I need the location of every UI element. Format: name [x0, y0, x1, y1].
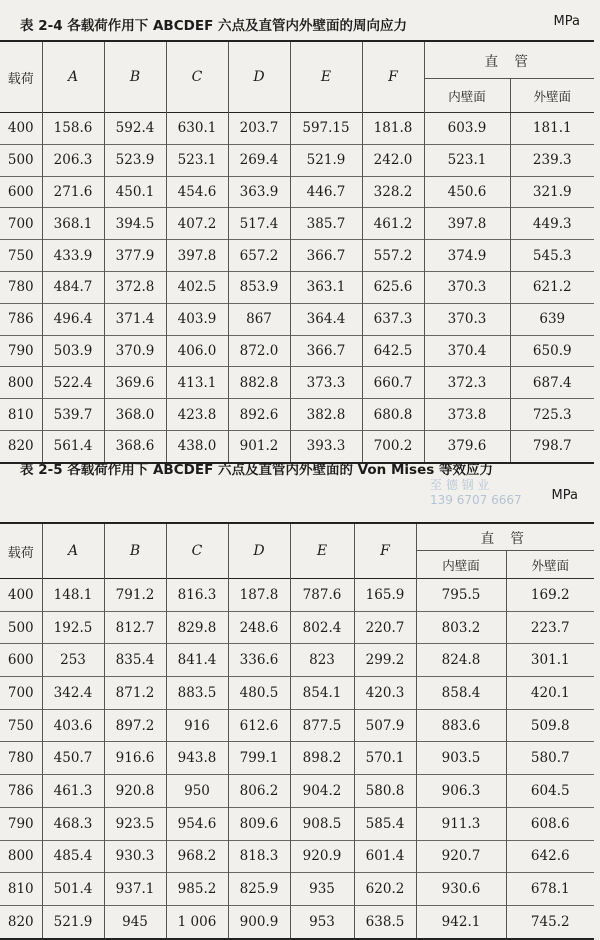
value-cell: 517.4 [228, 208, 290, 240]
header-point-b: B [104, 523, 166, 579]
value-cell: 545.3 [510, 240, 594, 272]
value-cell: 901.2 [228, 430, 290, 462]
value-cell: 165.9 [354, 579, 416, 612]
value-cell: 812.7 [104, 611, 166, 644]
header-inner-wall: 内壁面 [424, 79, 510, 113]
value-cell: 461.3 [42, 775, 104, 808]
table-row [0, 905, 594, 938]
table-2-4 [0, 40, 594, 464]
value-cell: 725.3 [510, 399, 594, 431]
header-point-c: C [166, 523, 228, 579]
load-cell: 400 [0, 113, 42, 145]
value-cell: 468.3 [42, 807, 104, 840]
value-cell: 920.8 [104, 775, 166, 808]
value-cell: 930.6 [416, 873, 506, 906]
table-row [0, 176, 594, 208]
value-cell: 402.5 [166, 271, 228, 303]
value-cell: 637.3 [362, 303, 424, 335]
load-cell: 700 [0, 208, 42, 240]
value-cell: 680.8 [362, 399, 424, 431]
value-cell: 608.6 [506, 807, 594, 840]
load-cell: 786 [0, 775, 42, 808]
value-cell: 446.7 [290, 176, 362, 208]
value-cell: 795.5 [416, 579, 506, 612]
value-cell: 370.9 [104, 335, 166, 367]
header-point-a: A [42, 523, 104, 579]
value-cell: 206.3 [42, 144, 104, 176]
value-cell: 181.8 [362, 113, 424, 145]
value-cell: 328.2 [362, 176, 424, 208]
value-cell: 943.8 [166, 742, 228, 775]
load-cell: 750 [0, 709, 42, 742]
value-cell: 370.3 [424, 271, 510, 303]
load-cell: 400 [0, 579, 42, 612]
header-point-c: C [166, 41, 228, 113]
value-cell: 678.1 [506, 873, 594, 906]
value-cell: 825.9 [228, 873, 290, 906]
value-cell: 539.7 [42, 399, 104, 431]
header-point-b: B [104, 41, 166, 113]
value-cell: 363.9 [228, 176, 290, 208]
value-cell: 374.9 [424, 240, 510, 272]
value-cell: 937.1 [104, 873, 166, 906]
table-row [0, 399, 594, 431]
value-cell: 823 [290, 644, 354, 677]
value-cell: 406.0 [166, 335, 228, 367]
value-cell: 239.3 [510, 144, 594, 176]
load-cell: 786 [0, 303, 42, 335]
value-cell: 911.3 [416, 807, 506, 840]
table-row [0, 271, 594, 303]
value-cell: 920.9 [290, 840, 354, 873]
value-cell: 271.6 [42, 176, 104, 208]
value-cell: 187.8 [228, 579, 290, 612]
value-cell: 945 [104, 905, 166, 938]
value-cell: 370.4 [424, 335, 510, 367]
value-cell: 148.1 [42, 579, 104, 612]
value-cell: 507.9 [354, 709, 416, 742]
value-cell: 592.4 [104, 113, 166, 145]
value-cell: 449.3 [510, 208, 594, 240]
value-cell: 871.2 [104, 677, 166, 710]
value-cell: 299.2 [354, 644, 416, 677]
value-cell: 829.8 [166, 611, 228, 644]
value-cell: 816.3 [166, 579, 228, 612]
value-cell: 366.7 [290, 335, 362, 367]
value-cell: 503.9 [42, 335, 104, 367]
value-cell: 169.2 [506, 579, 594, 612]
value-cell: 454.6 [166, 176, 228, 208]
table-row [0, 611, 594, 644]
value-cell: 798.7 [510, 430, 594, 462]
table-2-4-caption [20, 14, 588, 34]
load-cell: 820 [0, 905, 42, 938]
header-point-f: F [362, 41, 424, 113]
value-cell: 521.9 [42, 905, 104, 938]
value-cell: 877.5 [290, 709, 354, 742]
value-cell: 570.1 [354, 742, 416, 775]
value-cell: 968.2 [166, 840, 228, 873]
value-cell: 580.8 [354, 775, 416, 808]
value-cell: 916 [166, 709, 228, 742]
load-cell: 700 [0, 677, 42, 710]
value-cell: 394.5 [104, 208, 166, 240]
value-cell: 687.4 [510, 367, 594, 399]
header-straight-pipe: 直 管 [424, 41, 594, 79]
table-2-5-unit: MPa [551, 488, 578, 503]
value-cell: 321.9 [510, 176, 594, 208]
value-cell: 393.3 [290, 430, 362, 462]
value-cell: 485.4 [42, 840, 104, 873]
value-cell: 496.4 [42, 303, 104, 335]
header-point-e: E [290, 523, 354, 579]
value-cell: 854.1 [290, 677, 354, 710]
value-cell: 935 [290, 873, 354, 906]
value-cell: 858.4 [416, 677, 506, 710]
header-point-e: E [290, 41, 362, 113]
value-cell: 883.6 [416, 709, 506, 742]
load-cell: 800 [0, 840, 42, 873]
value-cell: 700.2 [362, 430, 424, 462]
value-cell: 897.2 [104, 709, 166, 742]
value-cell: 403.6 [42, 709, 104, 742]
table-row [0, 775, 594, 808]
load-cell: 820 [0, 430, 42, 462]
value-cell: 882.8 [228, 367, 290, 399]
value-cell: 930.3 [104, 840, 166, 873]
value-cell: 369.6 [104, 367, 166, 399]
value-cell: 802.4 [290, 611, 354, 644]
value-cell: 377.9 [104, 240, 166, 272]
value-cell: 620.2 [354, 873, 416, 906]
value-cell: 450.7 [42, 742, 104, 775]
table-row [0, 840, 594, 873]
table-2-4-body [0, 113, 594, 463]
value-cell: 597.15 [290, 113, 362, 145]
value-cell: 420.3 [354, 677, 416, 710]
header-outer-wall: 外壁面 [510, 79, 594, 113]
value-cell: 745.2 [506, 905, 594, 938]
value-cell: 403.9 [166, 303, 228, 335]
value-cell: 363.1 [290, 271, 362, 303]
value-cell: 906.3 [416, 775, 506, 808]
value-cell: 450.1 [104, 176, 166, 208]
value-cell: 521.9 [290, 144, 362, 176]
value-cell: 501.4 [42, 873, 104, 906]
table-row [0, 303, 594, 335]
load-cell: 810 [0, 873, 42, 906]
value-cell: 220.7 [354, 611, 416, 644]
value-cell: 908.5 [290, 807, 354, 840]
table-row [0, 335, 594, 367]
value-cell: 253 [42, 644, 104, 677]
value-cell: 950 [166, 775, 228, 808]
value-cell: 181.1 [510, 113, 594, 145]
value-cell: 642.5 [362, 335, 424, 367]
value-cell: 985.2 [166, 873, 228, 906]
value-cell: 368.0 [104, 399, 166, 431]
value-cell: 883.5 [166, 677, 228, 710]
header-inner-wall: 内壁面 [416, 551, 506, 579]
load-cell: 790 [0, 335, 42, 367]
value-cell: 806.2 [228, 775, 290, 808]
table-row [0, 807, 594, 840]
table-2-5-caption [20, 458, 588, 478]
value-cell: 364.4 [290, 303, 362, 335]
value-cell: 920.7 [416, 840, 506, 873]
value-cell: 657.2 [228, 240, 290, 272]
value-cell: 484.7 [42, 271, 104, 303]
header-load: 载荷 [0, 41, 42, 113]
header-straight-pipe: 直 管 [416, 523, 594, 551]
value-cell: 242.0 [362, 144, 424, 176]
value-cell: 604.5 [506, 775, 594, 808]
load-cell: 500 [0, 144, 42, 176]
table-row [0, 677, 594, 710]
value-cell: 824.8 [416, 644, 506, 677]
value-cell: 372.8 [104, 271, 166, 303]
watermark-line-2: 139 6707 6667 [430, 493, 522, 507]
value-cell: 561.4 [42, 430, 104, 462]
value-cell: 818.3 [228, 840, 290, 873]
value-cell: 385.7 [290, 208, 362, 240]
value-cell: 509.8 [506, 709, 594, 742]
value-cell: 867 [228, 303, 290, 335]
load-cell: 810 [0, 399, 42, 431]
value-cell: 853.9 [228, 271, 290, 303]
value-cell: 799.1 [228, 742, 290, 775]
value-cell: 158.6 [42, 113, 104, 145]
load-cell: 600 [0, 644, 42, 677]
watermark [430, 478, 522, 508]
value-cell: 248.6 [228, 611, 290, 644]
value-cell: 397.8 [166, 240, 228, 272]
value-cell: 612.6 [228, 709, 290, 742]
table-2-5-title: 表 2-5 各载荷作用下 ABCDEF 六点及直管内外壁面的 Von Mises 等效应力 [20, 462, 493, 478]
value-cell: 650.9 [510, 335, 594, 367]
value-cell: 903.5 [416, 742, 506, 775]
value-cell: 892.6 [228, 399, 290, 431]
value-cell: 450.6 [424, 176, 510, 208]
header-point-d: D [228, 523, 290, 579]
watermark-line-1: 至 德 钢 业 [430, 478, 490, 492]
value-cell: 621.2 [510, 271, 594, 303]
value-cell: 366.7 [290, 240, 362, 272]
table-row [0, 873, 594, 906]
value-cell: 787.6 [290, 579, 354, 612]
load-cell: 780 [0, 742, 42, 775]
table-row [0, 644, 594, 677]
value-cell: 809.6 [228, 807, 290, 840]
value-cell: 423.8 [166, 399, 228, 431]
value-cell: 336.6 [228, 644, 290, 677]
header-outer-wall: 外壁面 [506, 551, 594, 579]
value-cell: 371.4 [104, 303, 166, 335]
value-cell: 639 [510, 303, 594, 335]
value-cell: 585.4 [354, 807, 416, 840]
value-cell: 438.0 [166, 430, 228, 462]
table-row [0, 709, 594, 742]
value-cell: 942.1 [416, 905, 506, 938]
value-cell: 1 006 [166, 905, 228, 938]
value-cell: 916.6 [104, 742, 166, 775]
value-cell: 923.5 [104, 807, 166, 840]
table-row [0, 144, 594, 176]
value-cell: 841.4 [166, 644, 228, 677]
load-cell: 800 [0, 367, 42, 399]
value-cell: 379.6 [424, 430, 510, 462]
value-cell: 898.2 [290, 742, 354, 775]
value-cell: 480.5 [228, 677, 290, 710]
table-2-4-title: 表 2-4 各载荷作用下 ABCDEF 六点及直管内外壁面的周向应力 [20, 18, 407, 34]
value-cell: 368.6 [104, 430, 166, 462]
table-row [0, 113, 594, 145]
header-point-d: D [228, 41, 290, 113]
value-cell: 420.1 [506, 677, 594, 710]
table-row [0, 208, 594, 240]
header-point-a: A [42, 41, 104, 113]
value-cell: 954.6 [166, 807, 228, 840]
value-cell: 638.5 [354, 905, 416, 938]
table-2-4-unit: MPa [553, 14, 580, 29]
table-2-5-body [0, 579, 594, 939]
value-cell: 301.1 [506, 644, 594, 677]
table-row [0, 367, 594, 399]
value-cell: 370.3 [424, 303, 510, 335]
table-2-5 [0, 522, 594, 940]
value-cell: 203.7 [228, 113, 290, 145]
value-cell: 803.2 [416, 611, 506, 644]
header-load: 载荷 [0, 523, 42, 579]
header-point-f: F [354, 523, 416, 579]
value-cell: 630.1 [166, 113, 228, 145]
value-cell: 625.6 [362, 271, 424, 303]
value-cell: 372.3 [424, 367, 510, 399]
value-cell: 835.4 [104, 644, 166, 677]
table-row [0, 240, 594, 272]
value-cell: 904.2 [290, 775, 354, 808]
value-cell: 368.1 [42, 208, 104, 240]
value-cell: 900.9 [228, 905, 290, 938]
table-row [0, 742, 594, 775]
value-cell: 223.7 [506, 611, 594, 644]
load-cell: 600 [0, 176, 42, 208]
load-cell: 750 [0, 240, 42, 272]
value-cell: 382.8 [290, 399, 362, 431]
value-cell: 342.4 [42, 677, 104, 710]
value-cell: 580.7 [506, 742, 594, 775]
value-cell: 192.5 [42, 611, 104, 644]
load-cell: 780 [0, 271, 42, 303]
value-cell: 461.2 [362, 208, 424, 240]
value-cell: 523.1 [166, 144, 228, 176]
value-cell: 601.4 [354, 840, 416, 873]
value-cell: 642.6 [506, 840, 594, 873]
value-cell: 522.4 [42, 367, 104, 399]
value-cell: 603.9 [424, 113, 510, 145]
table-row [0, 579, 594, 612]
value-cell: 413.1 [166, 367, 228, 399]
value-cell: 523.9 [104, 144, 166, 176]
load-cell: 500 [0, 611, 42, 644]
value-cell: 407.2 [166, 208, 228, 240]
value-cell: 791.2 [104, 579, 166, 612]
value-cell: 373.3 [290, 367, 362, 399]
value-cell: 872.0 [228, 335, 290, 367]
value-cell: 397.8 [424, 208, 510, 240]
value-cell: 373.8 [424, 399, 510, 431]
value-cell: 433.9 [42, 240, 104, 272]
load-cell: 790 [0, 807, 42, 840]
value-cell: 523.1 [424, 144, 510, 176]
value-cell: 557.2 [362, 240, 424, 272]
value-cell: 660.7 [362, 367, 424, 399]
value-cell: 953 [290, 905, 354, 938]
value-cell: 269.4 [228, 144, 290, 176]
